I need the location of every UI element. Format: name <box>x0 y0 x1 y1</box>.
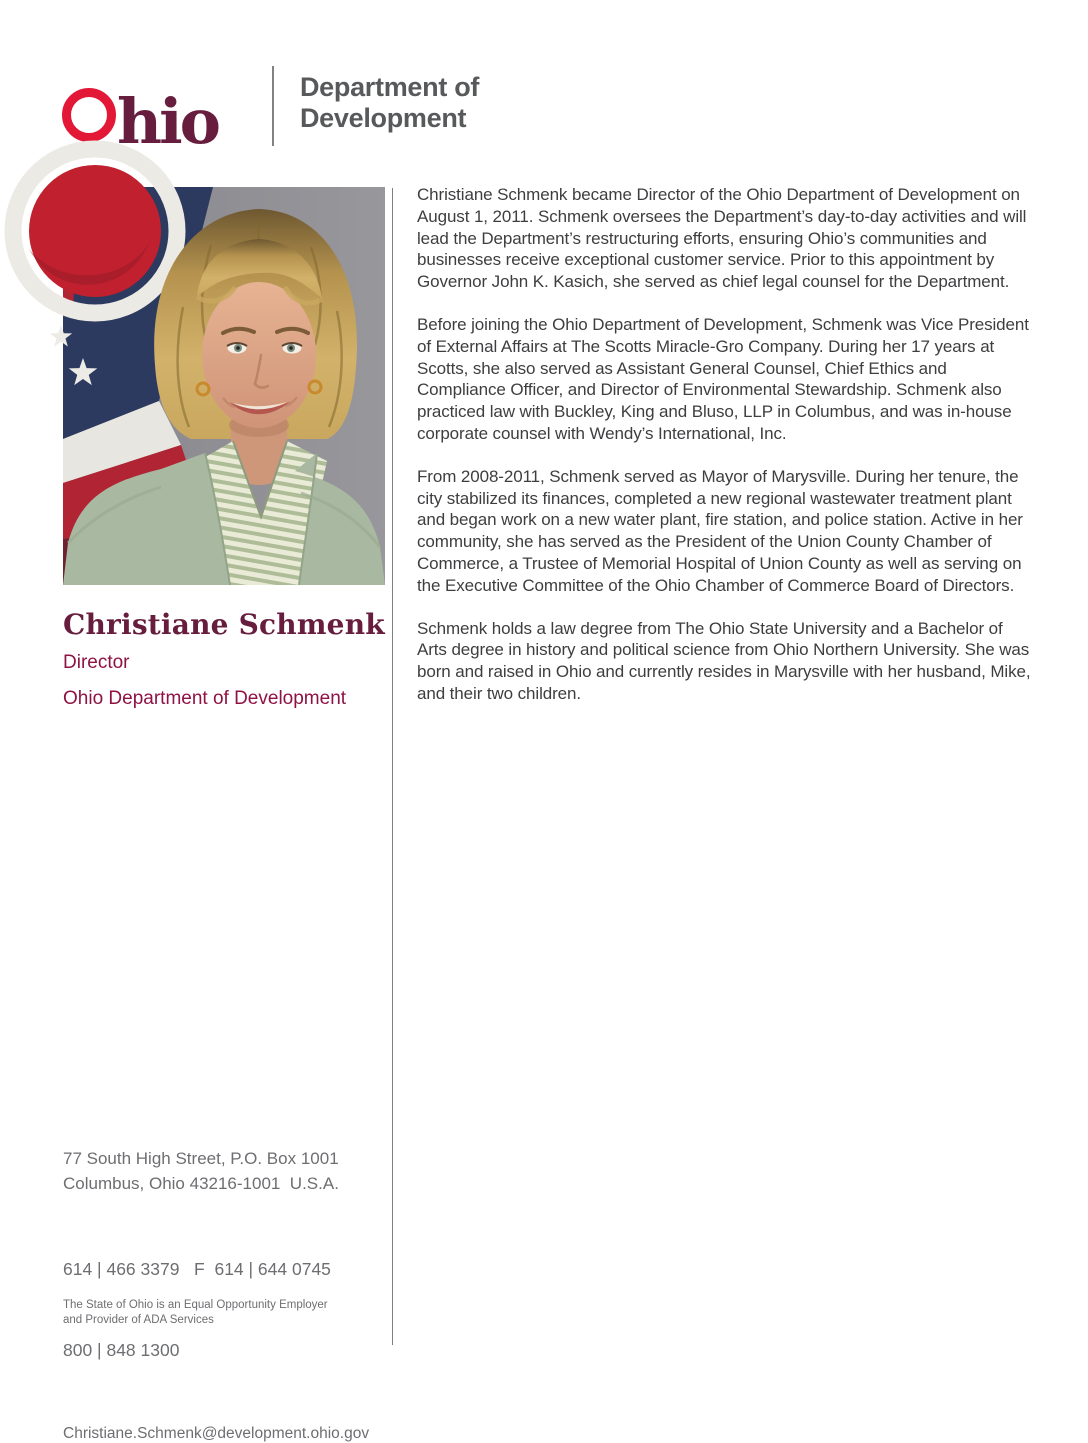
bio-paragraph-2: Before joining the Ohio Department of Development, Schmenk was Vice President of External Affairs at The Scotts Miracle-Gro Company. During her 17 years at Scotts, she also served as Assistant General Counsel, Chief Ethics and Compliance Officer, and Director of Environmental Stewardship. Schmenk also practiced law with Buckley, King and Bluso, LLP in Columbus, and was in-house corporate counsel with Wendy’s International, Inc. <box>417 314 1029 443</box>
department-name-line1: Department of <box>299 72 480 102</box>
phone-line2: 800 | 848 1300 <box>63 1340 180 1360</box>
bio-paragraph-4: Schmenk holds a law degree from The Ohio State University and a Bachelor of Arts degree in history and political science from Ohio Northern University. She was born and raised in Ohio and currently resides in Marysville with her husband, Mike, and their two children. <box>417 618 1031 703</box>
footer-line2: and Provider of ADA Services <box>63 1314 214 1326</box>
equal-opportunity-footer <box>63 1298 328 1328</box>
portrait-photo <box>63 187 385 585</box>
phone-line1: 614 | 466 3379 F 614 | 644 0745 <box>63 1259 331 1279</box>
department-name-line2: Development <box>299 103 467 133</box>
logo-divider <box>272 66 274 146</box>
ohio-logo-wordmark: hio <box>117 85 218 158</box>
bio-text <box>417 184 1032 726</box>
email-address: Christiane.Schmenk@development.ohio.gov <box>63 1425 370 1442</box>
person-organization: Ohio Department of Development <box>63 688 347 709</box>
bio-paragraph-3: From 2008-2011, Schmenk served as Mayor of Marysville. During her tenure, the city stabilized its finances, completed a new regional wastewater treatment plant and began work on a new water plant, fire station, and police station. Active in her community, she has served as the President of the Union County Chamber of Commerce, a Trustee of Memorial Hospital of Union County as well as serving on the Executive Committee of the Ohio Chamber of Commerce Board of Directors. <box>417 466 1023 595</box>
ohio-logo-o-ring-icon <box>62 88 116 142</box>
ohio-logo <box>62 66 218 158</box>
person-title: Director <box>63 652 130 673</box>
bio-paragraph-1: Christiane Schmenk became Director of the Ohio Department of Development on August 1, 2011. Schmenk oversees the Department’s day-to-day activities and will lead the Department’s restructuring efforts, ensuring Ohio’s communities and businesses receive exceptional customer service. Prior to this appointment by Governor John K. Kasich, she served as chief legal counsel for the Department. <box>417 185 1027 292</box>
department-name <box>300 66 479 134</box>
footer-line1: The State of Ohio is an Equal Opportunity Employer <box>63 1299 328 1311</box>
person-name: Christiane Schmenk <box>63 608 385 641</box>
contact-block <box>63 1146 369 1443</box>
address-line1: 77 South High Street, P.O. Box 1001 <box>63 1149 339 1168</box>
address-line2: Columbus, Ohio 43216-1001 U.S.A. <box>63 1174 339 1193</box>
column-divider <box>392 188 393 1345</box>
letterhead <box>62 66 480 158</box>
